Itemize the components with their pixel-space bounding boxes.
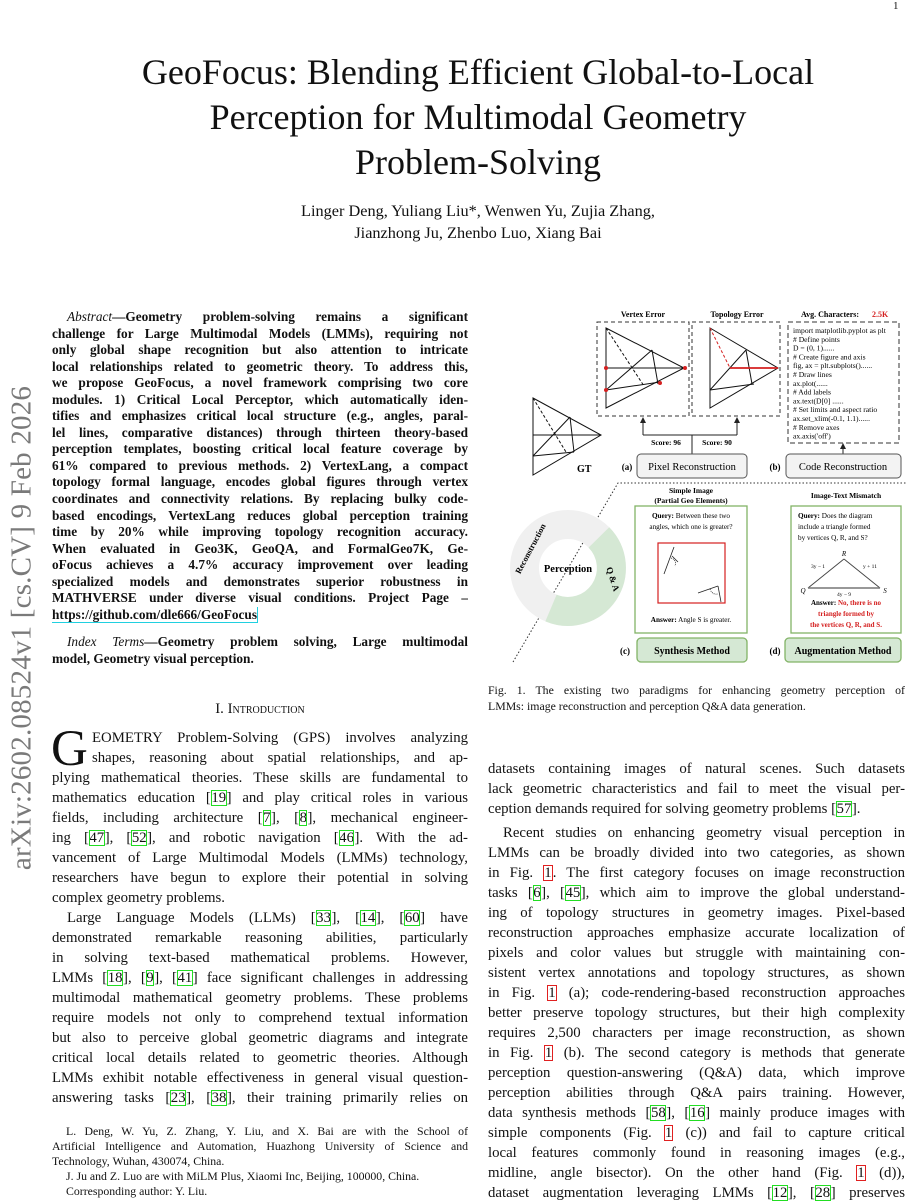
footnote-line: Artificial Intelligence and Automation, Huazhong University of Science and bbox=[52, 1139, 468, 1153]
abstract-line: time by 20% while improving topology recognition accuracy. bbox=[52, 524, 468, 540]
body-line: lack geometric characteristics and fail to meet the visual per- bbox=[488, 781, 905, 797]
index-terms-text: —Geometry problem solving, Large multimodal bbox=[144, 634, 468, 649]
label-b: (b) bbox=[769, 462, 781, 472]
abstract-line: oFocus achieves a 4.7% accuracy improvement over leading bbox=[52, 557, 468, 573]
avg-characters-value: 2.5K bbox=[872, 310, 889, 319]
body-line: local features commonly found in reasoning images (e.g., bbox=[488, 1145, 905, 1161]
citation-link[interactable]: 57 bbox=[836, 801, 852, 817]
abstract-line: we propose GeoFocus, a novel framework comprising two core bbox=[52, 375, 468, 391]
vertex-q: Q bbox=[800, 587, 806, 595]
code-reconstruction-label: Code Reconstruction bbox=[798, 462, 888, 473]
body-line: ception demands required for solving geometry problems [57]. bbox=[488, 801, 861, 817]
body-line: midline, angle bisector). On the other hand (Fig. 1 (d)), bbox=[488, 1165, 905, 1181]
figure-ref-link[interactable]: 1 bbox=[544, 1045, 553, 1061]
body-line: pixels and color values but struggle with maintaining con- bbox=[488, 945, 905, 961]
body-line: simple components (Fig. 1 (c)) and fail to capture critical bbox=[488, 1125, 905, 1141]
svg-text:Answer: Angle S is greater. bbox=[651, 616, 732, 624]
abstract-line: lel lines, comparative distances) through thirteen theory-based bbox=[52, 424, 468, 440]
intro-left-column bbox=[51, 721, 468, 1108]
ring-perception-label: Perception bbox=[543, 564, 593, 575]
vertex-r: R bbox=[841, 550, 847, 558]
panel-c-subtitle: (Partial Geo Elements) bbox=[654, 496, 728, 505]
synthesis-method-label: Synthesis Method bbox=[654, 646, 730, 657]
body-line: fields, including architecture [7], [8], mechanical engineer- bbox=[52, 810, 468, 826]
body-line: dataset augmentation leveraging LMMs [12], [28] preserves bbox=[488, 1185, 905, 1201]
citation-link[interactable]: 45 bbox=[565, 885, 581, 901]
title-line: Problem-Solving bbox=[354, 142, 601, 182]
abstract-text: —Geometry problem-solving remains a significant bbox=[112, 309, 468, 324]
body-line: requires 2,500 characters per image reconstruction, as shown bbox=[488, 1025, 905, 1041]
score-topology: Score: 90 bbox=[702, 438, 732, 447]
query-label: Query: bbox=[651, 512, 674, 520]
body-line: LMMs [18], [9], [41] face significant challenges in addressing bbox=[52, 970, 468, 986]
code-line: # Create figure and axis bbox=[793, 352, 866, 362]
body-line: Large Language Models (LLMs) [33], [14], [60] have bbox=[67, 910, 468, 926]
code-line: # Draw lines bbox=[793, 370, 832, 379]
topology-error-box bbox=[692, 322, 780, 416]
section-heading-introduction: I. Introduction bbox=[215, 701, 305, 717]
body-line: plying mathematical theories. These skills are fundamental to bbox=[52, 770, 468, 786]
abstract-line: perception templates, boosting critical local feature coverage by bbox=[52, 441, 468, 457]
label-d: (d) bbox=[769, 646, 781, 656]
body-line: mathematics education [19] and play critical roles in various bbox=[52, 790, 468, 806]
figure-1 bbox=[488, 300, 906, 670]
paper-title bbox=[60, 50, 896, 185]
code-line: import matplotlib.pyplot as plt bbox=[793, 326, 886, 335]
citation-link[interactable]: 46 bbox=[339, 830, 354, 846]
edge-qs: 4y − 9 bbox=[836, 592, 852, 598]
footnotes bbox=[52, 1124, 468, 1199]
figure-ref-link[interactable]: 1 bbox=[664, 1125, 673, 1141]
intro-right-para-2 bbox=[488, 823, 905, 1203]
citation-link[interactable]: 8 bbox=[299, 810, 307, 826]
index-terms-line: model, Geometry visual perception. bbox=[52, 650, 254, 666]
answer-label: Answer: bbox=[810, 599, 837, 607]
body-line: answering tasks [23], [38], their training primarily relies on bbox=[52, 1090, 468, 1106]
query-text: angles, which one is greater? bbox=[649, 523, 733, 531]
author-line: Linger Deng, Yuliang Liu*, Wenwen Yu, Zujia Zhang, bbox=[301, 201, 655, 220]
author-list bbox=[60, 200, 896, 244]
body-line: in solving text-based mathematical problems. However, bbox=[52, 950, 468, 966]
panel-c-title: Simple Image bbox=[669, 486, 713, 495]
body-line: multimodal mathematical geometry problems. These problems bbox=[52, 990, 468, 1006]
figure-ref-link[interactable]: 1 bbox=[548, 985, 556, 1001]
code-line: ax.set_xlim(-0.1, 1.1)...... bbox=[793, 414, 870, 423]
citation-link[interactable]: 9 bbox=[146, 970, 154, 986]
abstract-line: challenge for Large Multimodal Models (LMMs), requiring not bbox=[52, 325, 468, 341]
citation-link[interactable]: 16 bbox=[689, 1105, 705, 1121]
code-line: ax.text(D[0] ...... bbox=[793, 396, 844, 406]
code-line: # Set limits and aspect ratio bbox=[793, 405, 878, 415]
citation-link[interactable]: 58 bbox=[650, 1105, 666, 1121]
abstract-line: MATHVERSE under diverse visual conditions. Project Page – bbox=[52, 590, 468, 606]
footnote-line: J. Ju and Z. Luo are with MiLM Plus, Xiaomi Inc, Beijing, 100000, China. bbox=[66, 1169, 420, 1183]
abstract-line: When evaluated in Geo3K, GeoQA, and FormalGeo7K, Ge- bbox=[52, 540, 468, 556]
figure-ref-link[interactable]: 1 bbox=[544, 865, 552, 881]
abstract-line: topology formal language, encodes global figures through vertex bbox=[52, 474, 468, 490]
index-terms-label: Index Terms bbox=[67, 634, 145, 649]
body-line: ing [47], [52], and robotic navigation [46]. With the ad- bbox=[52, 830, 468, 846]
citation-link[interactable]: 47 bbox=[89, 830, 105, 846]
answer-label: Answer: bbox=[650, 616, 677, 624]
footnote-line: L. Deng, W. Yu, Z. Zhang, Y. Liu, and X. Bai are with the School of bbox=[66, 1124, 468, 1138]
figure-ref-link[interactable]: 1 bbox=[857, 1165, 865, 1181]
body-line: LMMs exhibit notable effectiveness in general visual question- bbox=[52, 1070, 468, 1086]
body-line: ing of topology structures in geometry images. Pixel-based bbox=[488, 905, 905, 921]
answer-text: triangle formed by bbox=[818, 610, 874, 618]
abstract-line bbox=[52, 309, 468, 326]
body-line: in Fig. 1 (b). The second category is methods that generate bbox=[488, 1045, 905, 1061]
label-a: (a) bbox=[621, 462, 633, 472]
query-text: Between these two bbox=[675, 512, 731, 520]
footnote-line: Technology, Wuhan, 430074, China. bbox=[52, 1154, 225, 1168]
title-line: Perception for Multimodal Geometry bbox=[209, 97, 747, 137]
citation-link[interactable]: 41 bbox=[177, 970, 193, 986]
code-line: D = (0, 1)...... bbox=[793, 343, 835, 353]
abstract-line: tifies and emphasizes critical local structure (e.g., angles, paral- bbox=[52, 408, 468, 424]
body-line: perception abilities through Q&A pairs training. However, bbox=[488, 1085, 905, 1101]
abstract-line: 61% compared to previous methods. 2) VertexLang, a compact bbox=[52, 457, 468, 473]
body-line: researchers have begun to explore their potential in solving bbox=[52, 870, 468, 886]
abstract bbox=[52, 309, 468, 623]
body-line: demonstrated remarkable reasoning abilities, particularly bbox=[52, 930, 468, 946]
ring-qa-label: Q & A bbox=[604, 565, 622, 593]
body-line: reconstruction approaches emphasize accurate localization of bbox=[488, 925, 905, 941]
vertex-error-box bbox=[597, 322, 689, 416]
abstract-line: only global shape recognition but also attention to intricate bbox=[52, 342, 468, 358]
citation-link[interactable]: 28 bbox=[815, 1185, 831, 1201]
citation-link[interactable]: 7 bbox=[263, 810, 271, 826]
citation-link[interactable]: 19 bbox=[211, 790, 227, 806]
body-line: complex geometry problems. bbox=[52, 890, 225, 906]
title-line: GeoFocus: Blending Efficient Global-to-Local bbox=[141, 52, 815, 92]
query-text: include a triangle formed bbox=[798, 523, 871, 531]
body-line: in Fig. 1. The first category focuses on image reconstruction bbox=[488, 865, 905, 881]
index-terms-line bbox=[52, 634, 468, 651]
query-text: by vertices Q, R, and S? bbox=[798, 534, 868, 542]
answer-text: the vertices Q, R, and S. bbox=[810, 621, 882, 629]
code-line: # Remove axes bbox=[793, 422, 840, 432]
query-text: Does the diagram bbox=[821, 512, 873, 520]
page-number: 1 bbox=[893, 0, 899, 12]
body-line: LMMs can be broadly divided into two categories, as shown bbox=[488, 845, 905, 861]
ring-reconstruction-label: Reconstruction bbox=[512, 521, 548, 576]
footnote-line: Corresponding author: Y. Liu. bbox=[66, 1184, 208, 1198]
code-line: fig, ax = plt.subplots()...... bbox=[793, 361, 873, 371]
index-terms bbox=[52, 634, 468, 667]
score-vertex: Score: 96 bbox=[651, 438, 681, 447]
body-line: but also to perceive global geometric diagrams and integrate bbox=[52, 1030, 468, 1046]
svg-text:Query: Does the diagram bbox=[798, 512, 873, 520]
avg-characters-label: Avg. Characters: bbox=[800, 310, 860, 319]
edge-rs: y + 11 bbox=[863, 564, 877, 570]
citation-link[interactable]: 6 bbox=[533, 885, 541, 901]
abstract-line: local relationships related to geometric theory. To address this, bbox=[52, 358, 468, 374]
body-line: in Fig. 1 (a); code-rendering-based reconstruction approaches bbox=[488, 985, 905, 1001]
body-line: data synthesis methods [58], [16] mainly produce images with bbox=[488, 1105, 905, 1121]
vertex-error-title: Vertex Error bbox=[620, 310, 666, 319]
edge-qr: 3y − 1 bbox=[810, 564, 826, 570]
body-line: perception question-answering (Q&A) data, which improve bbox=[488, 1065, 905, 1081]
arxiv-stamp: arXiv:2602.08524v1 [cs.CV] 9 Feb 2026 bbox=[5, 385, 38, 871]
citation-link[interactable]: 18 bbox=[107, 970, 123, 986]
abstract-line: coordinates and connectivity relations. By replacing bulky code- bbox=[52, 491, 468, 507]
topology-error-title: Topology Error bbox=[710, 310, 764, 319]
citation-link[interactable]: 33 bbox=[316, 910, 331, 926]
abstract-line: specialized models and demonstrates superior robustness in bbox=[52, 573, 468, 589]
body-line: tasks [6], [45], which aim to improve the global understand- bbox=[488, 885, 905, 901]
query-label: Query: bbox=[798, 512, 820, 520]
citation-link[interactable]: 23 bbox=[170, 1090, 186, 1106]
gt-label: GT bbox=[577, 464, 592, 475]
caption-line: LMMs: image reconstruction and perception Q&A data generation. bbox=[488, 699, 806, 713]
drop-cap: G bbox=[51, 721, 88, 777]
svg-text:Answer: No, there is no bbox=[811, 599, 882, 607]
citation-link[interactable]: 52 bbox=[131, 830, 147, 846]
body-line: EOMETRY Problem-Solving (GPS) involves analyzing bbox=[92, 730, 468, 746]
augmentation-method-label: Augmentation Method bbox=[794, 646, 892, 657]
citation-link[interactable]: 14 bbox=[360, 910, 376, 926]
vertex-s: S bbox=[883, 587, 887, 595]
body-line: better preserve topology structures, but their high complexity bbox=[488, 1005, 905, 1021]
caption-line: Fig. 1. The existing two paradigms for enhancing geometry perception of bbox=[488, 683, 905, 697]
figure-caption bbox=[488, 682, 905, 714]
answer-text: Angle S is greater. bbox=[678, 616, 732, 624]
panel-d-title: Image-Text Mismatch bbox=[810, 491, 882, 500]
abstract-line: modules. 1) Critical Local Perceptor, which automatically iden- bbox=[52, 391, 468, 407]
code-line: ax.plot(...... bbox=[793, 378, 828, 388]
body-line: sistent vertex annotations and topology structures, as shown bbox=[488, 965, 905, 981]
code-line: # Define points bbox=[793, 334, 840, 344]
code-line: ax.axis('off') bbox=[793, 431, 831, 441]
body-line: critical local details related to geometric theories. Although bbox=[52, 1050, 468, 1066]
abstract-line: based encodings, VertexLang reduces global perception training bbox=[52, 507, 468, 523]
answer-text: No, there is no bbox=[837, 599, 882, 607]
pixel-reconstruction-label: Pixel Reconstruction bbox=[648, 462, 736, 473]
abstract-line bbox=[52, 607, 468, 624]
label-c: (c) bbox=[620, 646, 630, 656]
author-line: Jianzhong Ju, Zhenbo Luo, Xiang Bai bbox=[354, 223, 602, 242]
intro-right-para-1 bbox=[488, 759, 905, 819]
citation-link[interactable]: 12 bbox=[772, 1185, 788, 1201]
body-line: vancement of Large Multimodal Models (LMMs) technology, bbox=[52, 850, 468, 866]
body-line: datasets containing images of natural scenes. Such datasets bbox=[488, 761, 905, 777]
body-line: shapes, reasoning about spatial relationships, and ap- bbox=[92, 750, 468, 766]
citation-link[interactable]: 38 bbox=[211, 1090, 227, 1106]
body-line: require models not only to comprehend textual information bbox=[52, 1010, 468, 1026]
vertex-error-diagram bbox=[606, 328, 684, 408]
citation-link[interactable]: 60 bbox=[404, 910, 420, 926]
project-page-link[interactable]: https://github.com/dle666/GeoFocus bbox=[52, 606, 258, 622]
code-line: # Add labels bbox=[793, 387, 831, 397]
svg-text:Query: Between these two bbox=[652, 512, 730, 520]
abstract-label: Abstract bbox=[67, 309, 113, 324]
body-line: Recent studies on enhancing geometry visual perception in bbox=[503, 825, 905, 841]
